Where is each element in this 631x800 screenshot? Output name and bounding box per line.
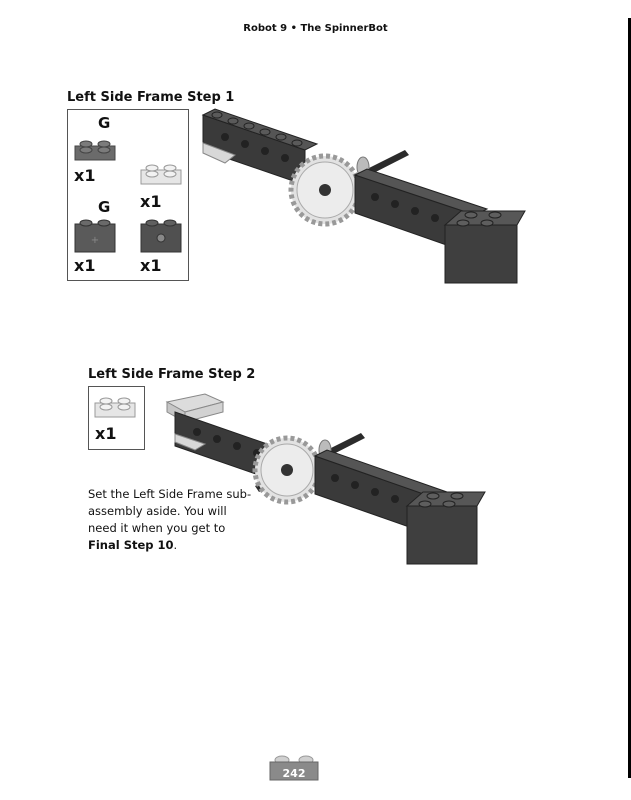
page-number-badge [268,752,320,782]
brick-round-hole-icon [140,216,184,254]
brick-axle-hole-icon [74,216,118,254]
step2-instruction-text [88,486,258,554]
page-header: Robot 9 • The SpinnerBot [243,23,388,34]
part-letter: G [98,198,111,216]
light-plate-2x2-icon [94,391,138,421]
part-qty: x1 [74,166,96,185]
page-number: 242 [282,767,306,780]
step1-title: Left Side Frame Step 1 [67,90,235,105]
step1-parts-box [67,109,189,281]
final-step-reference: Final Step 10 [88,538,174,552]
part-qty: x1 [140,192,162,211]
instruction-text-end: . [173,538,178,552]
instruction-text-part: Set the Left Side Frame sub-assembly aside. You will need it when you get to [88,487,252,535]
part-qty: x1 [95,424,117,443]
part-letter: G [98,114,111,132]
dark-plate-2x2-icon [74,134,118,164]
part-qty: x1 [74,256,96,275]
light-plate-2x2-icon [140,158,184,188]
part-qty: x1 [140,256,162,275]
step2-parts-box [88,386,145,450]
svg-text:+: + [90,235,100,246]
step1-model-illustration [195,105,530,295]
step2-title: Left Side Frame Step 2 [88,367,256,382]
